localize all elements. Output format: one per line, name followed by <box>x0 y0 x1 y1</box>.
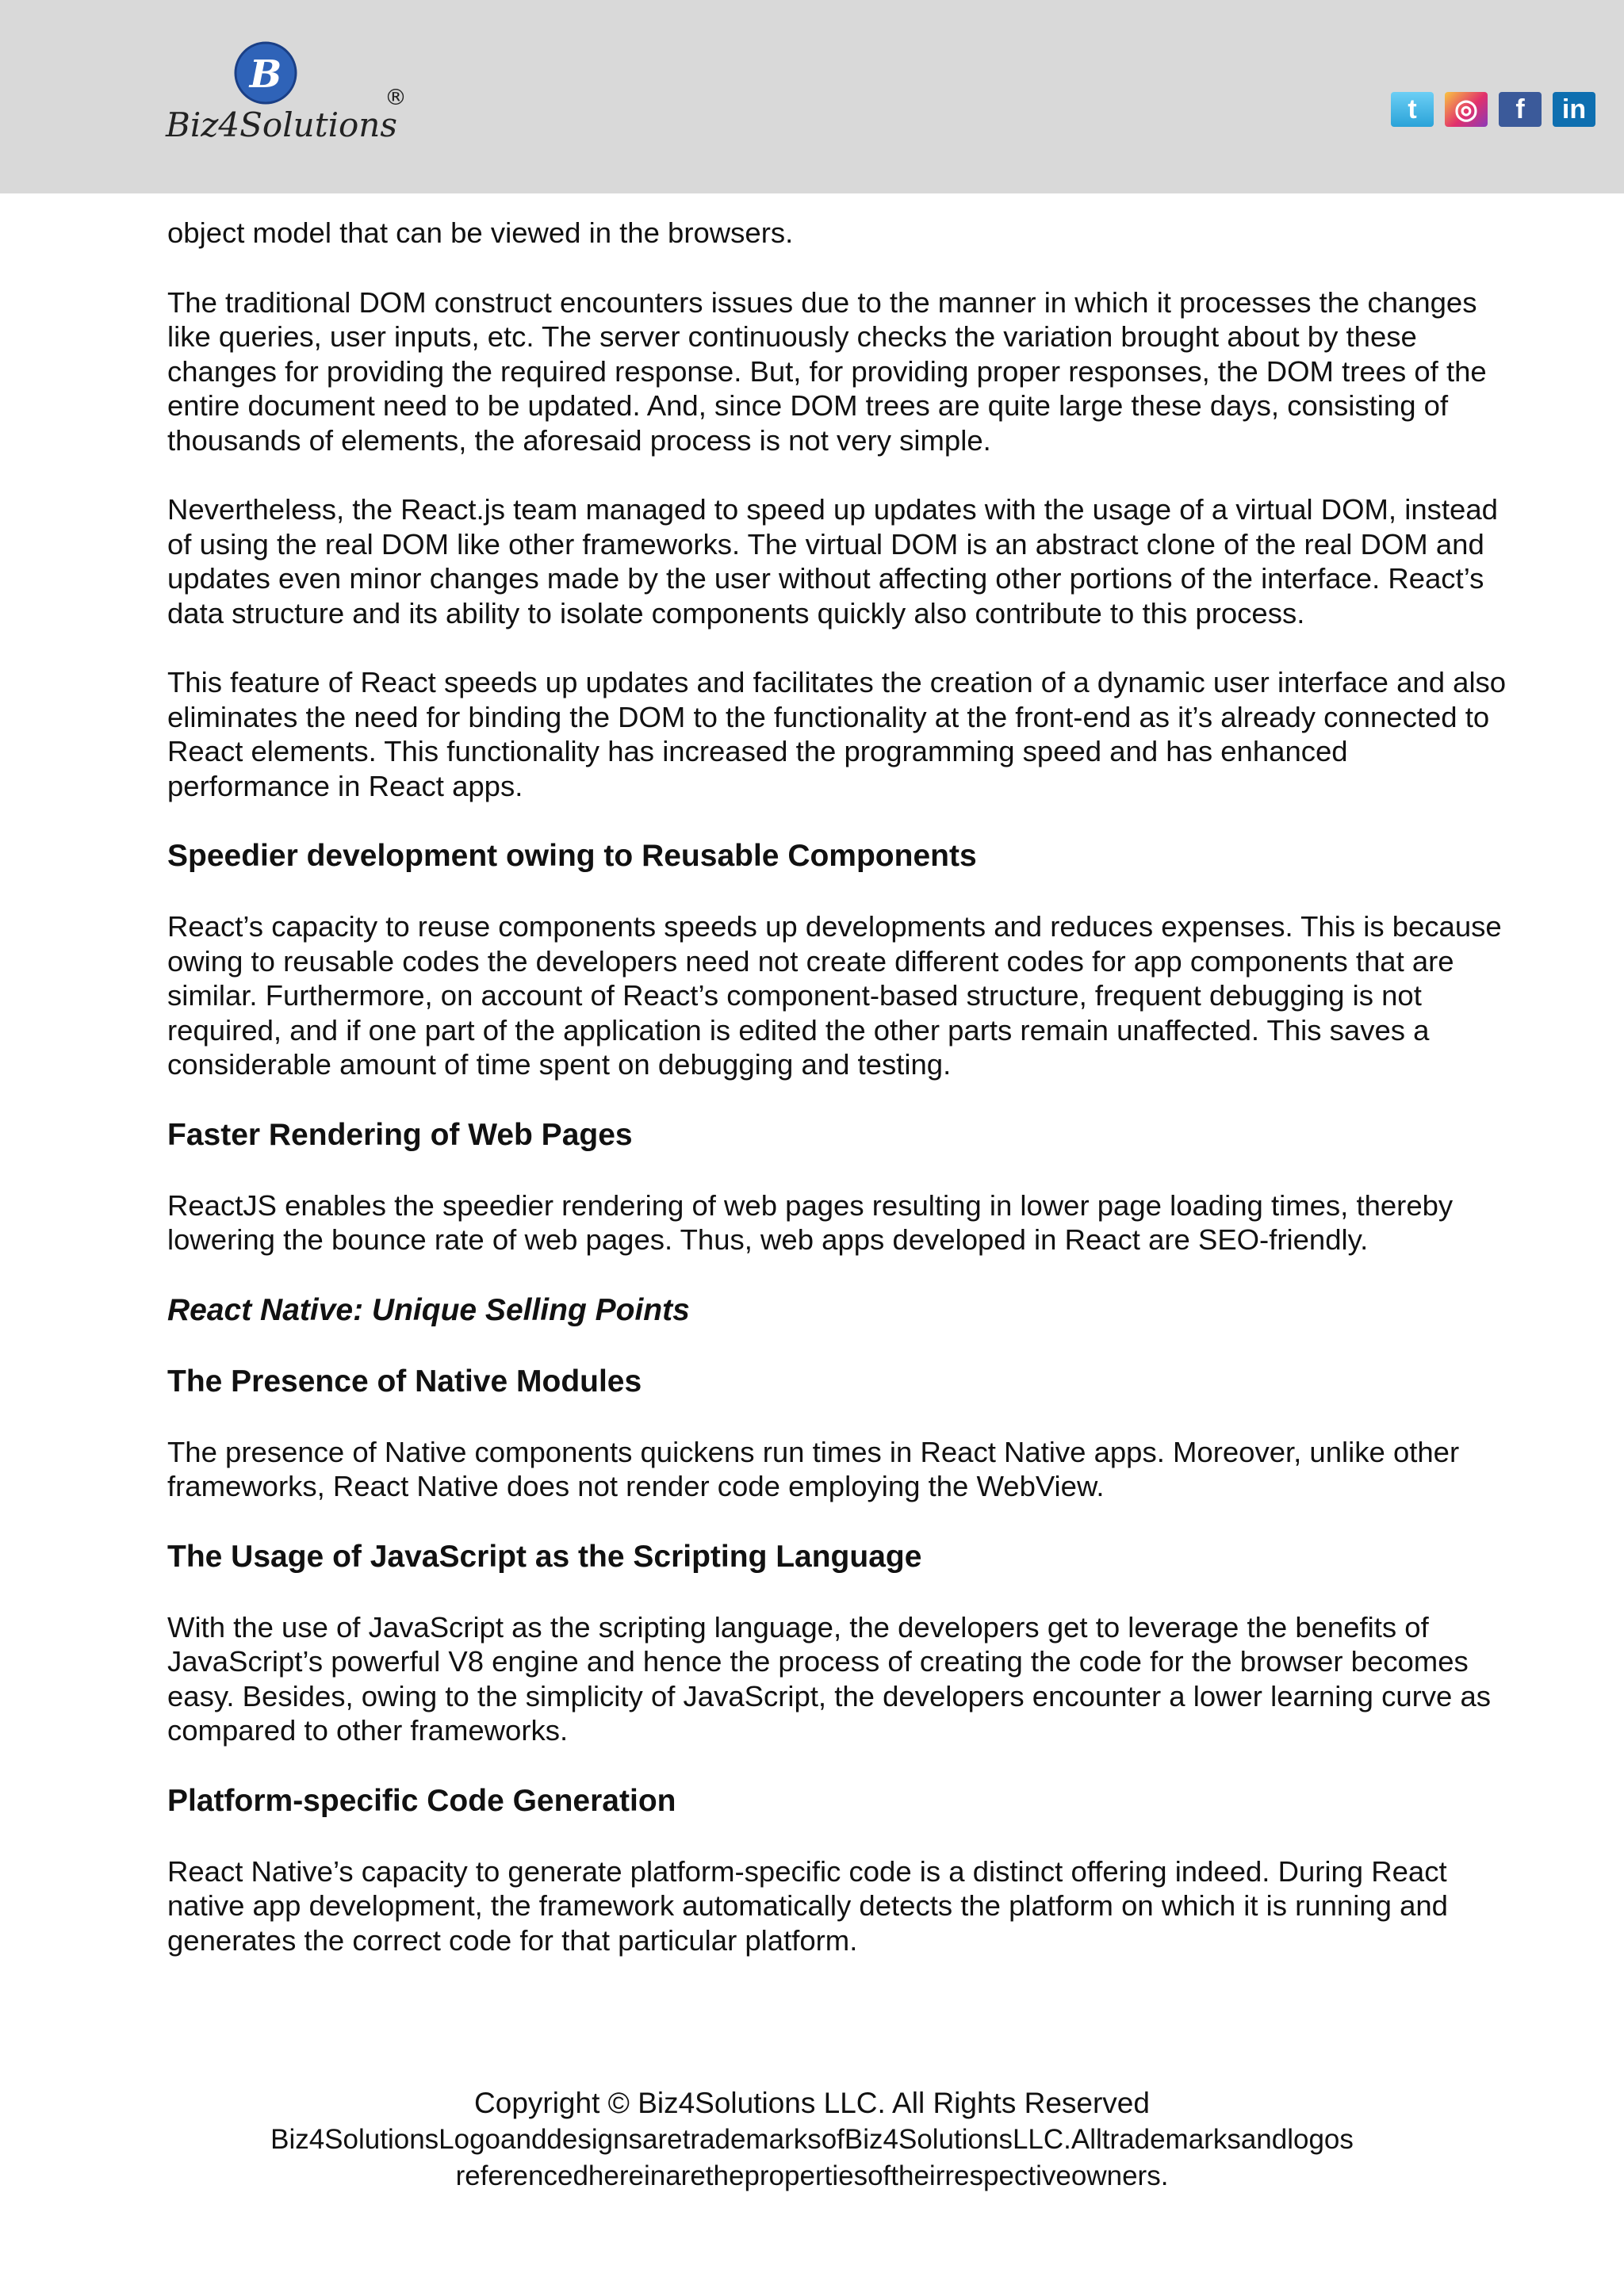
trademark-line: referencedhereinarethepropertiesoftheirrespectiveowners. <box>455 2160 1169 2191</box>
section-heading: The Presence of Native Modules <box>167 1364 642 1399</box>
paragraph: The presence of Native components quickens run times in React Native apps. Moreover, unlike other frameworks, React Native does not render code employing the WebView. <box>167 1435 1460 1502</box>
paragraph: React’s capacity to reuse components speeds up developments and reduces expenses. This is because owing to reusable codes the developers need not create different codes for app components that are similar. Furthermore, on account of React’s component-based structure, frequent debugging is not required, and if one part of the application is edited the other parts remain unaffected. This saves a considerable amount of time spent on debugging and testing. <box>167 910 1502 1081</box>
paragraph: Nevertheless, the React.js team managed to speed up updates with the usage of a virtual DOM, instead of using the real DOM like other frameworks. The virtual DOM is an abstract clone of the real DOM and updates even minor changes made by the user without affecting other portions of the interface. React’s data structure and its ability to isolate components quickly also contribute to this process. <box>167 493 1498 629</box>
paragraph: ReactJS enables the speedier rendering of web pages resulting in lower page loading times, thereby lowering the bounce rate of web pages. Thus, web apps developed in React are SEO-friendly. <box>167 1188 1454 1256</box>
twitter-icon[interactable]: t <box>1391 92 1434 127</box>
svg-text:B: B <box>249 52 282 97</box>
registered-mark: ® <box>385 84 407 110</box>
section-heading: Speedier development owing to Reusable Components <box>167 839 977 873</box>
paragraph: This feature of React speeds up updates and facilitates the creation of a dynamic user interface and also eliminates the need for binding the DOM to the functionality at the front-end as it’s already connected to React elements. This functionality has increased the programming speed and has enhanced performance in React apps. <box>167 666 1507 802</box>
section-heading: The Usage of JavaScript as the Scripting Language <box>167 1539 922 1574</box>
section-heading: Faster Rendering of Web Pages <box>167 1117 633 1152</box>
page-header <box>0 0 1624 193</box>
paragraph: React Native’s capacity to generate platform-specific code is a distinct offering indeed. During React native app development, the framework automatically detects the platform on which it is running and generates the correct code for that particular platform. <box>167 1854 1448 1957</box>
document-body <box>167 216 1515 1992</box>
page-footer <box>0 2085 1624 2195</box>
logo-wordmark: Biz4Solutions <box>166 105 397 144</box>
instagram-icon[interactable]: ◎ <box>1445 92 1488 127</box>
section-heading: React Native: Unique Selling Points <box>167 1292 690 1327</box>
linkedin-icon[interactable]: in <box>1553 92 1595 127</box>
facebook-icon[interactable]: f <box>1499 92 1542 127</box>
paragraph: object model that can be viewed in the browsers. <box>167 216 794 249</box>
company-logo <box>163 40 416 151</box>
paragraph: With the use of JavaScript as the scripting language, the developers get to leverage the benefits of JavaScript’s powerful V8 engine and hence the process of creating the code for the browser becomes easy. Besides, owing to the simplicity of JavaScript, the developers encounter a lower learning curve as compared to other frameworks. <box>167 1610 1492 1747</box>
logo-graphic <box>163 40 416 151</box>
social-links <box>1391 92 1595 127</box>
copyright-line: Copyright © Biz4Solutions LLC. All Rights Reserved <box>474 2087 1150 2119</box>
trademark-line: Biz4SolutionsLogoanddesignsaretrademarksofBiz4SolutionsLLC.Alltrademarksandlogos <box>270 2124 1354 2155</box>
paragraph: The traditional DOM construct encounters issues due to the manner in which it processes the changes like queries, user inputs, etc. The server continuously checks the variation brought about by these changes for providing the required response. But, for providing proper responses, the DOM trees of the entire document need to be updated. And, since DOM trees are quite large these days, consisting of thousands of elements, the aforesaid process is not very simple. <box>167 285 1487 457</box>
section-heading: Platform-specific Code Generation <box>167 1783 676 1818</box>
